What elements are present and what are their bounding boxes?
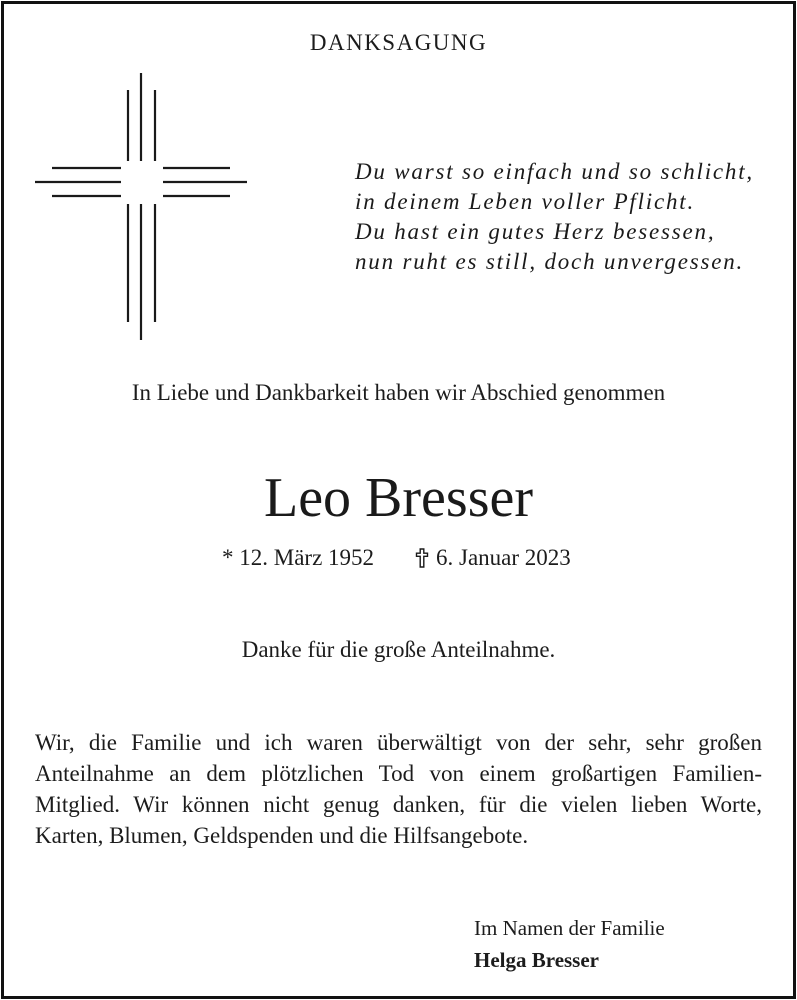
deceased-name: Leo Bresser [263,467,533,529]
message-paragraph [35,727,762,851]
latin-cross-icon [415,548,429,568]
birth-date: * 12. März 1952 [222,545,375,570]
thanks-text: Danke für die große Anteilnahme. [241,637,556,662]
death-date-group [415,546,571,570]
poem-line: in deinem Leben voller Pflicht. [355,189,696,214]
notice-heading: DANKSAGUNG [309,30,488,55]
message-line: Karten, Blumen, Geldspenden und die Hilfsangebote. [35,823,529,848]
death-date: 6. Januar 2023 [436,545,571,570]
poem-line: nun ruht es still, doch unvergessen. [355,249,745,274]
signature-name: Helga Bresser [474,948,599,972]
message-line: Mitglied. Wir können nicht genug danken, für die vielen lieben Worte, [35,792,762,817]
intro-text: In Liebe und Dankbarkeit haben wir Abschied genommen [131,380,666,405]
poem-line: Du warst so einfach und so schlicht, [355,159,754,184]
poem-line: Du hast ein gutes Herz besessen, [355,219,716,244]
message-line: Wir, die Familie und ich waren überwältigt von der sehr, sehr großen [35,730,762,755]
poem [355,157,785,277]
message-line: Anteilnahme an dem plötzlichen Tod von einem großartigen Familien- [35,761,762,786]
signature-intro: Im Namen der Familie [474,916,665,940]
cross-icon [30,70,255,345]
